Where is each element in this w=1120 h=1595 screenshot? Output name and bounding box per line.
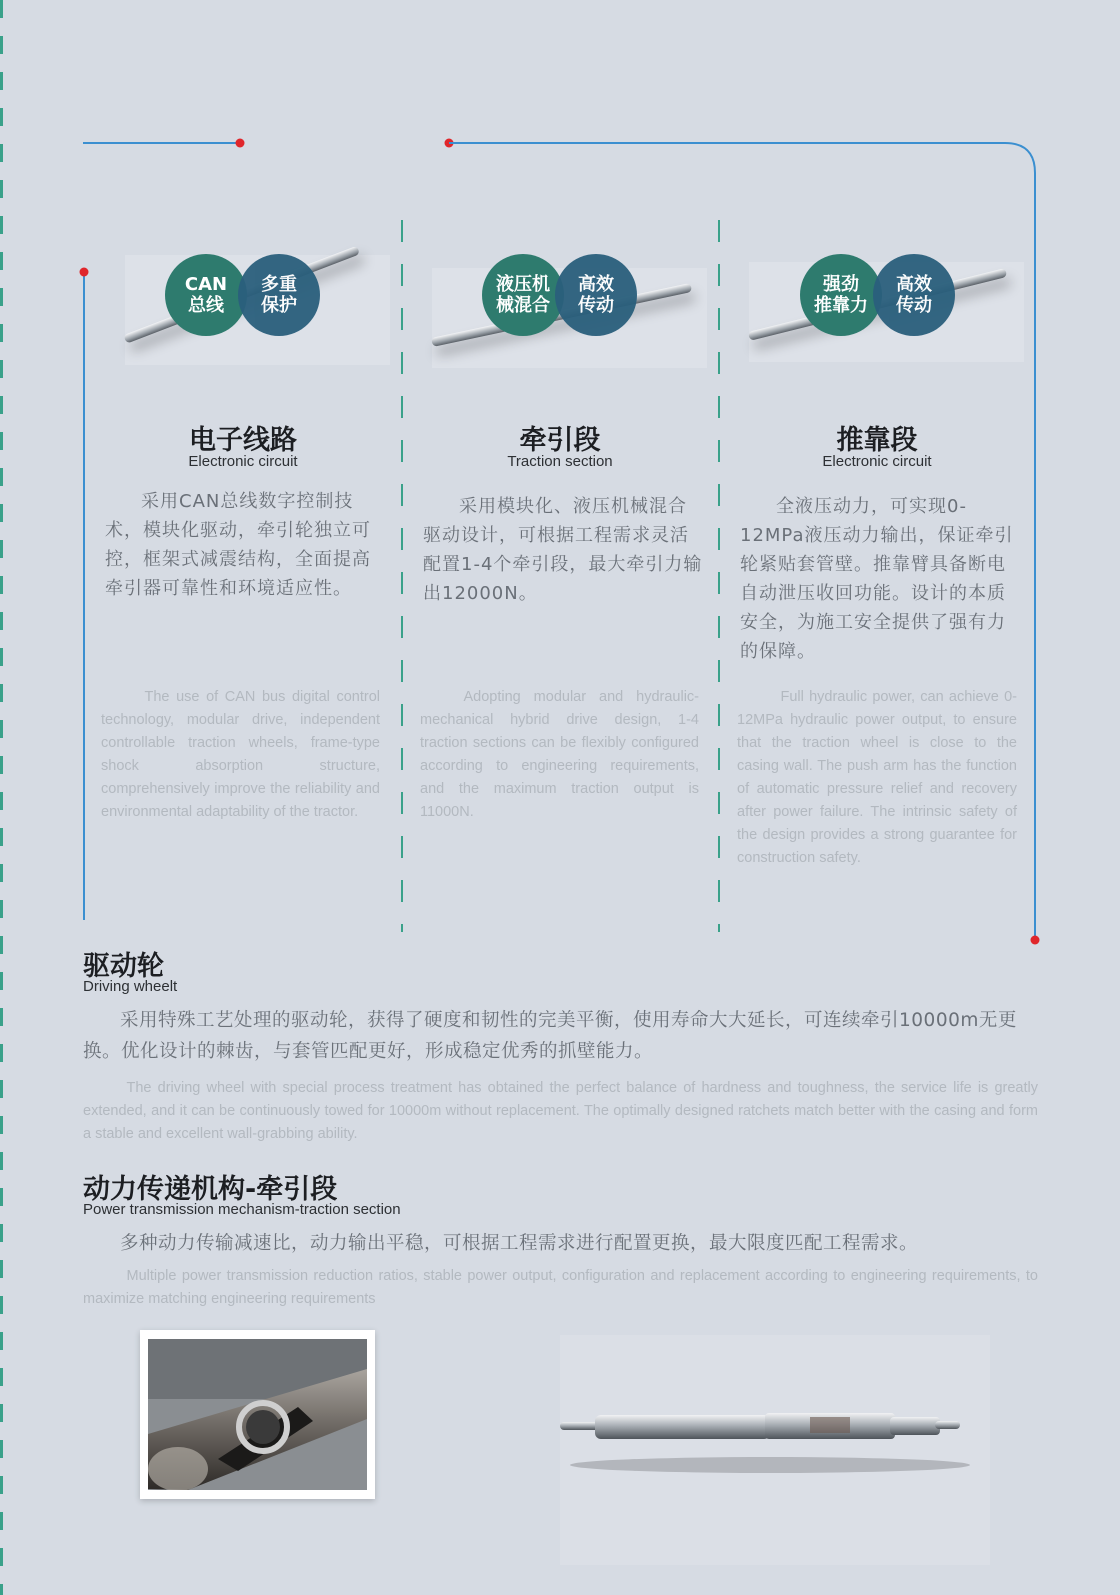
section-en-text: The use of CAN bus digital control technology, modular drive, independent controllable traction wheels, frame-type shock absorption structure, comprehensively improve the reliability and environmental adaptability of the tractor. bbox=[101, 689, 380, 820]
drive-en-text: The driving wheel with special process treatment has obtained the perfect balance of hardness and toughness, the service life is greatly extended, and it can be continuously towed for 10000m without replacement. The optimally designed ratchets match better with the casing and form a stable and excellent wall-grabbing ability. bbox=[83, 1080, 1038, 1142]
section-title: 推靠段 bbox=[836, 425, 918, 456]
badge-right bbox=[238, 254, 320, 336]
wheel-photo bbox=[140, 1330, 375, 1499]
tractor-image-drawing bbox=[560, 1335, 990, 1565]
column-divider bbox=[718, 220, 720, 932]
power-title: 动力传递机构-牵引段 bbox=[83, 1174, 338, 1205]
section-subtitle: Electronic circuit bbox=[822, 453, 932, 470]
badge-right bbox=[873, 254, 955, 336]
badge-text: 械混合 bbox=[496, 295, 550, 316]
badge-text: 液压机 bbox=[496, 274, 550, 295]
section-subtitle: Electronic circuit bbox=[188, 453, 298, 470]
drive-cn-text: 采用特殊工艺处理的驱动轮，获得了硬度和韧性的完美平衡，使用寿命大大延长，可连续牵引10000m无更换。优化设计的棘齿，与套管匹配更好，形成稳定优秀的抓壁能力。 bbox=[83, 1010, 1017, 1062]
drive-subtitle: Driving wheelt bbox=[83, 978, 178, 995]
badge-text: 高效 bbox=[578, 274, 614, 295]
wheel-photo-image bbox=[148, 1339, 367, 1490]
section-title: 牵引段 bbox=[519, 425, 601, 456]
badge-text: 推靠力 bbox=[814, 295, 868, 316]
badge-text: 传动 bbox=[896, 295, 932, 316]
power-en-text: Multiple power transmission reduction ratios, stable power output, configuration and replacement according to engineering requirements, to maximize matching engineering requirements bbox=[83, 1268, 1038, 1307]
section-cn-text: 采用模块化、液压机械混合驱动设计，可根据工程需求灵活配置1-4个牵引段，最大牵引力输出12000N。 bbox=[423, 496, 703, 604]
section-title: 电子线路 bbox=[189, 425, 297, 456]
badge-text: 总线 bbox=[188, 295, 224, 316]
badge-text: CAN bbox=[184, 274, 228, 295]
section-cn-text: 全液压动力，可实现0-12MPa液压动力输出，保证牵引轮紧贴套管壁。推靠臂具备断电自动泄压收回功能。设计的本质安全，为施工安全提供了强有力的保障。 bbox=[740, 496, 1014, 662]
tractor-image bbox=[560, 1335, 990, 1565]
badge-right bbox=[555, 254, 637, 336]
badge-text: 强劲 bbox=[823, 274, 859, 295]
section-en-text: Adopting modular and hydraulic-mechanical hybrid drive design, 1-4 traction sections can be flexibly configured according to engineering requirements, and the maximum traction output is 11000N. bbox=[420, 689, 699, 820]
section-en-text: Full hydraulic power, can achieve 0-12MPa hydraulic power output, to ensure that the traction wheel is close to the casing wall. The push arm has the function of automatic pressure relief and recovery after power failure. The intrinsic safety of the design provides a strong guarantee for construction safety. bbox=[737, 689, 1017, 866]
badge-text: 多重 bbox=[261, 274, 297, 295]
badge-text: 保护 bbox=[261, 295, 297, 316]
power-cn-text: 多种动力传输减速比，动力输出平稳，可根据工程需求进行配置更换，最大限度匹配工程需求。 bbox=[120, 1233, 919, 1254]
power-subtitle: Power transmission mechanism-traction section bbox=[83, 1201, 401, 1218]
badge-left bbox=[482, 254, 564, 336]
badge-text: 高效 bbox=[896, 274, 932, 295]
section-cn-text: 采用CAN总线数字控制技术，模块化驱动，牵引轮独立可控，框架式减震结构，全面提高牵引器可靠性和环境适应性。 bbox=[105, 491, 371, 599]
column-divider bbox=[401, 220, 403, 932]
badge-text: 传动 bbox=[578, 295, 614, 316]
section-subtitle: Traction section bbox=[507, 453, 613, 470]
badge-left bbox=[165, 254, 247, 336]
drive-title: 驱动轮 bbox=[83, 951, 164, 982]
badge-left bbox=[800, 254, 882, 336]
